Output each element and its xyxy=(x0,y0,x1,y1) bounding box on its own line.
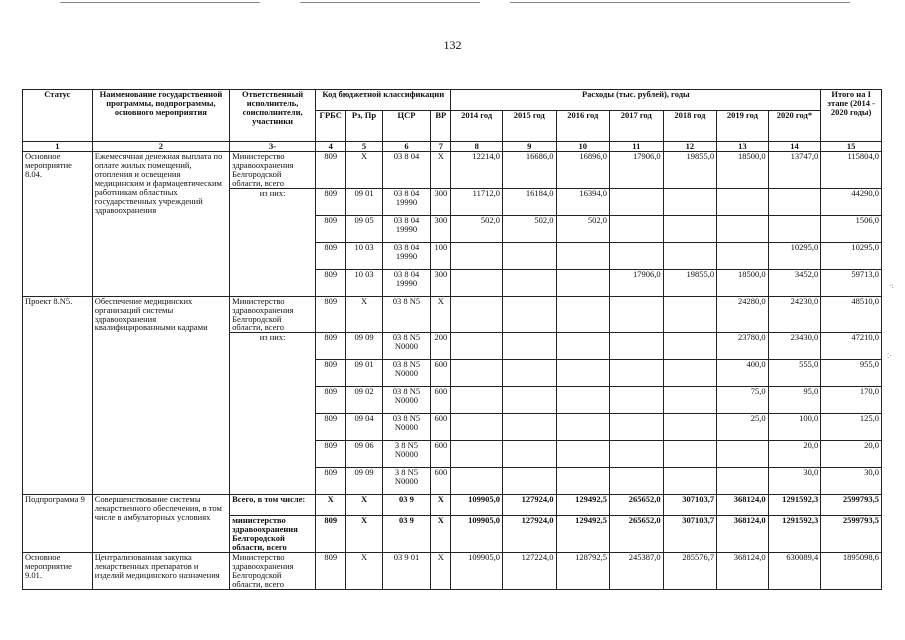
responsible-cell: министерство здравоохранения Белгородской области, всего xyxy=(230,516,316,553)
column-number: 8 xyxy=(451,142,503,152)
year-value-cell: 18500,0 xyxy=(717,152,769,189)
sub-label-cell: из них: xyxy=(230,333,316,495)
year-value-cell xyxy=(502,333,556,360)
year-value-cell: 1291592,3 xyxy=(768,495,821,516)
year-value-cell: 109905,0 xyxy=(451,516,503,553)
year-value-cell: 24280,0 xyxy=(717,296,769,333)
table-header xyxy=(23,90,882,152)
year-value-cell: 10295,0 xyxy=(768,242,821,269)
csr-cell: 03 8 N5 N0000 xyxy=(382,387,431,414)
status-cell: Подпрограмма 9 xyxy=(23,495,93,553)
year-value-cell: 30,0 xyxy=(768,468,821,495)
rzpr-cell: 09 01 xyxy=(346,188,382,215)
header-year: 2014 год xyxy=(451,111,503,142)
year-value-cell: 25,0 xyxy=(717,414,769,441)
year-value-cell xyxy=(663,296,717,333)
rzpr-cell: 09 04 xyxy=(346,414,382,441)
column-number: 2 xyxy=(92,142,229,152)
name-cell: Обеспечение медицинских организаций системы здравоохранения квалифицированными кадрами xyxy=(92,296,229,495)
year-value-cell xyxy=(717,242,769,269)
csr-cell: 03 9 xyxy=(382,516,431,553)
year-value-cell xyxy=(556,360,610,387)
year-value-cell xyxy=(663,215,717,242)
grbs-cell: 809 xyxy=(316,215,346,242)
column-number: 10 xyxy=(556,142,610,152)
year-value-cell xyxy=(451,360,503,387)
csr-cell: 03 8 N5 xyxy=(382,296,431,333)
header-year: 2016 год xyxy=(556,111,610,142)
rzpr-cell: 10 03 xyxy=(346,269,382,296)
header-status: Статус xyxy=(23,90,93,142)
vr-cell: Х xyxy=(431,296,451,333)
year-value-cell xyxy=(556,387,610,414)
year-value-cell: 109905,0 xyxy=(451,553,503,590)
csr-cell: 03 8 N5 N0000 xyxy=(382,360,431,387)
year-value-cell xyxy=(663,242,717,269)
vr-cell: 600 xyxy=(431,468,451,495)
table-row xyxy=(23,296,882,333)
rzpr-cell: Х xyxy=(346,495,382,516)
rzpr-cell: 09 02 xyxy=(346,387,382,414)
year-value-cell xyxy=(610,215,664,242)
total-cell: 59713,0 xyxy=(821,269,882,296)
year-value-cell xyxy=(663,468,717,495)
rzpr-cell: Х xyxy=(346,516,382,553)
year-value-cell xyxy=(610,242,664,269)
header-expenses: Расходы (тыс. рублей), годы xyxy=(451,90,821,111)
year-value-cell xyxy=(610,468,664,495)
year-value-cell xyxy=(451,269,503,296)
year-value-cell: 16394,0 xyxy=(556,188,610,215)
total-cell: 2599793,5 xyxy=(821,495,882,516)
grbs-cell: 809 xyxy=(316,360,346,387)
rzpr-cell: 09 09 xyxy=(346,333,382,360)
vr-cell: Х xyxy=(431,152,451,189)
year-value-cell xyxy=(502,387,556,414)
year-value-cell xyxy=(768,215,821,242)
csr-cell: 03 8 04 19990 xyxy=(382,188,431,215)
year-value-cell: 16686,0 xyxy=(502,152,556,189)
rzpr-cell: 09 01 xyxy=(346,360,382,387)
year-value-cell: 368124,0 xyxy=(717,553,769,590)
year-value-cell xyxy=(556,242,610,269)
year-value-cell: 400,0 xyxy=(717,360,769,387)
column-number: 14 xyxy=(768,142,821,152)
header-vr: ВР xyxy=(431,111,451,142)
rzpr-cell: 09 09 xyxy=(346,468,382,495)
year-value-cell xyxy=(451,468,503,495)
vr-cell: 300 xyxy=(431,269,451,296)
column-number: 12 xyxy=(663,142,717,152)
scan-edge-line xyxy=(60,2,260,3)
vr-cell: 600 xyxy=(431,360,451,387)
csr-cell: 03 9 01 xyxy=(382,553,431,590)
header-total: Итого на I этапе (2014 - 2020 годы) xyxy=(821,90,882,142)
year-value-cell xyxy=(663,188,717,215)
year-value-cell xyxy=(556,269,610,296)
grbs-cell: 809 xyxy=(316,441,346,468)
year-value-cell: 16896,0 xyxy=(556,152,610,189)
total-cell: 955,0 xyxy=(821,360,882,387)
name-cell: Централизованная закупка лекарственных препаратов и изделий медицинского назначения xyxy=(92,553,229,590)
grbs-cell: 809 xyxy=(316,296,346,333)
total-cell: 125,0 xyxy=(821,414,882,441)
vr-cell: 300 xyxy=(431,188,451,215)
year-value-cell: 19855,0 xyxy=(663,152,717,189)
scan-edge-line xyxy=(300,2,480,3)
year-value-cell xyxy=(502,360,556,387)
year-value-cell: 109905,0 xyxy=(451,495,503,516)
table-row xyxy=(23,553,882,590)
rzpr-cell: 10 03 xyxy=(346,242,382,269)
year-value-cell: 1291592,3 xyxy=(768,516,821,553)
grbs-cell: 809 xyxy=(316,553,346,590)
responsible-cell: Министерство здравоохранения Белгородской области, всего xyxy=(230,553,316,590)
header-budget-code: Код бюджетной классификации xyxy=(316,90,451,111)
year-value-cell xyxy=(610,188,664,215)
total-cell: 1506,0 xyxy=(821,215,882,242)
header-year: 2018 год xyxy=(663,111,717,142)
year-value-cell: 265652,0 xyxy=(610,516,664,553)
header-year: 2020 год* xyxy=(768,111,821,142)
grbs-cell: 809 xyxy=(316,414,346,441)
year-value-cell xyxy=(451,333,503,360)
total-cell: 30,0 xyxy=(821,468,882,495)
year-value-cell: 307103,7 xyxy=(663,495,717,516)
year-value-cell xyxy=(556,468,610,495)
header-year: 2017 год xyxy=(610,111,664,142)
total-cell: 47210,0 xyxy=(821,333,882,360)
rzpr-cell: Х xyxy=(346,296,382,333)
header-rzpr: Рз, Пр xyxy=(346,111,382,142)
header-grbs: ГРБС xyxy=(316,111,346,142)
header-csr: ЦСР xyxy=(382,111,431,142)
column-number: 6 xyxy=(382,142,431,152)
year-value-cell xyxy=(451,441,503,468)
responsible-cell: Министерство здравоохранения Белгородской области, всего xyxy=(230,152,316,189)
total-cell: 170,0 xyxy=(821,387,882,414)
csr-cell: 03 8 04 19990 xyxy=(382,269,431,296)
year-value-cell xyxy=(502,441,556,468)
year-value-cell xyxy=(717,441,769,468)
rzpr-cell: Х xyxy=(346,553,382,590)
year-value-cell xyxy=(663,441,717,468)
year-value-cell: 23780,0 xyxy=(717,333,769,360)
year-value-cell: 16184,0 xyxy=(502,188,556,215)
year-value-cell xyxy=(451,387,503,414)
grbs-cell: 809 xyxy=(316,188,346,215)
year-value-cell xyxy=(556,296,610,333)
header-name: Наименование государственной программы, подпрограммы, основного мероприятия xyxy=(92,90,229,142)
vr-cell: 600 xyxy=(431,414,451,441)
year-value-cell xyxy=(556,414,610,441)
year-value-cell xyxy=(768,188,821,215)
vr-cell: 300 xyxy=(431,215,451,242)
csr-cell: 03 8 04 19990 xyxy=(382,242,431,269)
year-value-cell: 3452,0 xyxy=(768,269,821,296)
total-cell: 2599793,5 xyxy=(821,516,882,553)
year-value-cell: 307103,7 xyxy=(663,516,717,553)
year-value-cell xyxy=(451,242,503,269)
scan-edge-line xyxy=(510,2,850,3)
year-value-cell xyxy=(717,188,769,215)
year-value-cell: 127924,0 xyxy=(502,516,556,553)
total-cell: 48510,0 xyxy=(821,296,882,333)
year-value-cell xyxy=(663,387,717,414)
csr-cell: 3 8 N5 N0000 xyxy=(382,441,431,468)
year-value-cell: 17906,0 xyxy=(610,269,664,296)
year-value-cell xyxy=(610,387,664,414)
year-value-cell xyxy=(502,296,556,333)
year-value-cell: 127224,0 xyxy=(502,553,556,590)
year-value-cell: 127924,0 xyxy=(502,495,556,516)
grbs-cell: 809 xyxy=(316,152,346,189)
grbs-cell: 809 xyxy=(316,242,346,269)
year-value-cell xyxy=(502,269,556,296)
year-value-cell: 24230,0 xyxy=(768,296,821,333)
csr-cell: 03 8 N5 N0000 xyxy=(382,414,431,441)
year-value-cell xyxy=(451,296,503,333)
year-value-cell: 129492,5 xyxy=(556,516,610,553)
total-cell: 10295,0 xyxy=(821,242,882,269)
csr-cell: 03 8 N5 N0000 xyxy=(382,333,431,360)
year-value-cell: 129492,5 xyxy=(556,495,610,516)
year-value-cell xyxy=(610,441,664,468)
year-value-cell xyxy=(451,414,503,441)
grbs-cell: 809 xyxy=(316,516,346,553)
name-cell: Совершенствование системы лекарственного обеспечения, в том числе в амбулаторных условиях xyxy=(92,495,229,553)
name-cell: Ежемесячная денежная выплата по оплате жилых помещений, отопления и освещения медицинским и фармацевтическим работникам областных государственных учреждений здравоохранения xyxy=(92,152,229,297)
status-cell: Основное мероприятие 8.04. xyxy=(23,152,93,297)
year-value-cell: 630089,4 xyxy=(768,553,821,590)
year-value-cell: 13747,0 xyxy=(768,152,821,189)
year-value-cell xyxy=(717,468,769,495)
year-value-cell: 75,0 xyxy=(717,387,769,414)
vr-cell: 100 xyxy=(431,242,451,269)
vr-cell: Х xyxy=(431,495,451,516)
year-value-cell: 368124,0 xyxy=(717,495,769,516)
year-value-cell xyxy=(502,414,556,441)
year-value-cell xyxy=(610,296,664,333)
year-value-cell: 18500,0 xyxy=(717,269,769,296)
year-value-cell: 285576,7 xyxy=(663,553,717,590)
vr-cell: Х xyxy=(431,516,451,553)
year-value-cell: 17906,0 xyxy=(610,152,664,189)
vr-cell: 200 xyxy=(431,333,451,360)
year-value-cell: 100,0 xyxy=(768,414,821,441)
year-value-cell xyxy=(556,333,610,360)
total-cell: 1895098,6 xyxy=(821,553,882,590)
year-value-cell: 12214,0 xyxy=(451,152,503,189)
column-number: 4 xyxy=(316,142,346,152)
year-value-cell: 128792,5 xyxy=(556,553,610,590)
margin-mark: ·: xyxy=(889,282,894,290)
header-year: 2019 год xyxy=(717,111,769,142)
table-row xyxy=(23,152,882,189)
csr-cell: 03 9 xyxy=(382,495,431,516)
responsible-cell: Министерство здравоохранения Белгородской области, всего xyxy=(230,296,316,333)
grbs-cell: 809 xyxy=(316,333,346,360)
rzpr-cell: 09 05 xyxy=(346,215,382,242)
year-value-cell: 502,0 xyxy=(451,215,503,242)
year-value-cell: 19855,0 xyxy=(663,269,717,296)
year-value-cell: 245387,0 xyxy=(610,553,664,590)
csr-cell: 03 8 04 19990 xyxy=(382,215,431,242)
csr-cell: 3 8 N5 N0000 xyxy=(382,468,431,495)
year-value-cell: 265652,0 xyxy=(610,495,664,516)
table-body xyxy=(23,152,882,590)
year-value-cell: 11712,0 xyxy=(451,188,503,215)
header-year: 2015 год xyxy=(502,111,556,142)
column-number: 5 xyxy=(346,142,382,152)
rzpr-cell: 09 06 xyxy=(346,441,382,468)
year-value-cell xyxy=(663,333,717,360)
column-number: 13 xyxy=(717,142,769,152)
year-value-cell: 368124,0 xyxy=(717,516,769,553)
year-value-cell: 555,0 xyxy=(768,360,821,387)
grbs-cell: 809 xyxy=(316,269,346,296)
header-responsible: Ответственный исполнитель, соисполнители, участники xyxy=(230,90,316,142)
table-row xyxy=(23,495,882,516)
column-number: 11 xyxy=(610,142,664,152)
column-number: 1 xyxy=(23,142,93,152)
year-value-cell xyxy=(717,215,769,242)
budget-table xyxy=(22,89,882,590)
page-number: 132 xyxy=(443,38,462,52)
vr-cell: 600 xyxy=(431,387,451,414)
year-value-cell xyxy=(502,468,556,495)
year-value-cell: 502,0 xyxy=(502,215,556,242)
total-cell: 115804,0 xyxy=(821,152,882,189)
status-cell: Основное мероприятие 9.01. xyxy=(23,553,93,590)
year-value-cell xyxy=(610,414,664,441)
vr-cell: 600 xyxy=(431,441,451,468)
sub-label-cell: из них: xyxy=(230,188,316,296)
responsible-cell: Всего, в том числе: xyxy=(230,495,316,516)
year-value-cell xyxy=(663,414,717,441)
year-value-cell xyxy=(556,441,610,468)
column-number: 15 xyxy=(821,142,882,152)
margin-mark: ⁚· xyxy=(887,352,892,360)
column-number: 9 xyxy=(502,142,556,152)
total-cell: 44290,0 xyxy=(821,188,882,215)
year-value-cell xyxy=(610,333,664,360)
rzpr-cell: Х xyxy=(346,152,382,189)
grbs-cell: 809 xyxy=(316,468,346,495)
grbs-cell: Х xyxy=(316,495,346,516)
year-value-cell: 23430,0 xyxy=(768,333,821,360)
column-number: 3- xyxy=(230,142,316,152)
vr-cell: Х xyxy=(431,553,451,590)
csr-cell: 03 8 04 xyxy=(382,152,431,189)
year-value-cell: 95,0 xyxy=(768,387,821,414)
year-value-cell xyxy=(610,360,664,387)
year-value-cell: 502,0 xyxy=(556,215,610,242)
year-value-cell xyxy=(502,242,556,269)
year-value-cell xyxy=(663,360,717,387)
year-value-cell: 20,0 xyxy=(768,441,821,468)
status-cell: Проект 8.N5. xyxy=(23,296,93,495)
total-cell: 20,0 xyxy=(821,441,882,468)
grbs-cell: 809 xyxy=(316,387,346,414)
column-number-row xyxy=(23,142,882,152)
column-number: 7 xyxy=(431,142,451,152)
